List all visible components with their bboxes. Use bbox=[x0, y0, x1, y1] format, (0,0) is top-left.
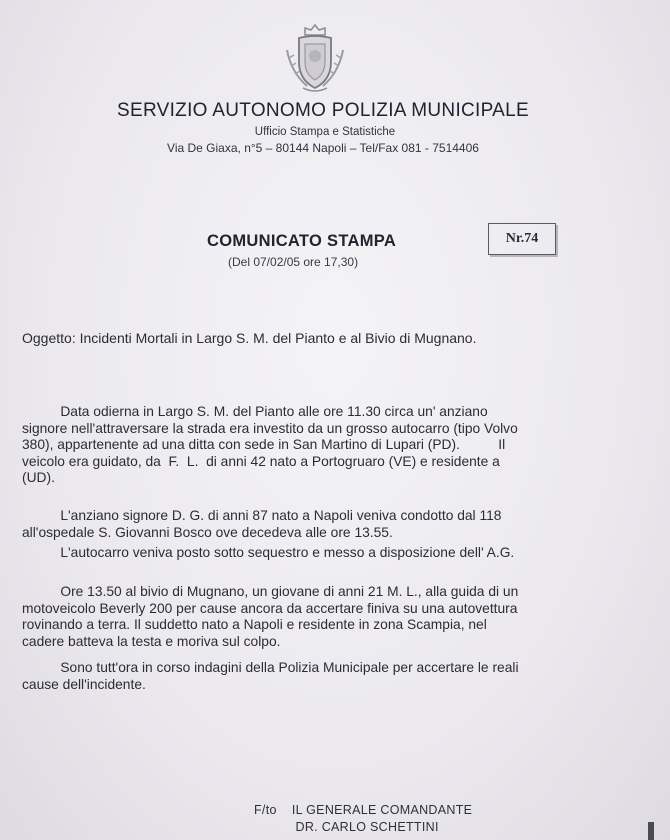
release-number-box: Nr.74 bbox=[488, 223, 556, 255]
service-title: SERVIZIO AUTONOMO POLIZIA MUNICIPALE bbox=[117, 100, 529, 121]
subject-line: Oggetto: Incidenti Mortali in Largo S. M. del Pianto e al Bivio di Mugnano. bbox=[22, 330, 477, 346]
page-edge-mark bbox=[648, 822, 654, 840]
signature-block bbox=[254, 802, 472, 836]
paragraph-victim-hospital: L'anziano signore D. G. di anni 87 nato a Napoli veniva condotto dal 118 all'ospedale S. Giovanni Bosco ove decedeva alle ore 13.55. bbox=[22, 508, 502, 540]
paragraph-truck-seized: L'autocarro veniva posto sotto sequestro e messo a disposizione dell' A.G. bbox=[22, 545, 515, 560]
paragraph-accident-mugnano: Ore 13.50 al bivio di Mugnano, un giovane di anni 21 M. L., alla guida di un motoveicolo Beverly 200 per cause ancora da accertare finiva su una autovettura rovinando a terra. Il suddetto nato a Napoli e residente in zona Scampia, nel cadere batteva la testa e moriva sul colpo. bbox=[22, 584, 519, 649]
paragraph-accident-largo: Data odierna in Largo S. M. del Pianto alle ore 11.30 circa un' anziano signore nell'attraversare la strada era investito da un grosso autocarro (tipo Volvo 380), appartenente ad una ditta con sede in San Martino di Lupari (PD). Il veicolo era guidato, da F. L. di anni 42 nato a Portogruaro (VE) e residente a (UD). bbox=[22, 404, 518, 485]
signature-line-name: DR. CARLO SCHETTINI bbox=[254, 820, 439, 834]
signature-line-title: F/to IL GENERALE COMANDANTE bbox=[254, 803, 473, 817]
office-address: Via De Giaxa, n°5 – 80144 Napoli – Tel/Fax 081 - 7514406 bbox=[167, 141, 479, 155]
press-release-title: COMUNICATO STAMPA bbox=[207, 232, 397, 250]
coat-of-arms-emblem bbox=[281, 22, 349, 94]
paragraph-investigation: Sono tutt'ora in corso indagini della Polizia Municipale per accertare le reali cause dell'incidente. bbox=[22, 660, 519, 692]
office-name: Ufficio Stampa e Statistiche bbox=[254, 126, 396, 138]
press-release-date: (Del 07/02/05 ore 17,30) bbox=[228, 255, 359, 269]
